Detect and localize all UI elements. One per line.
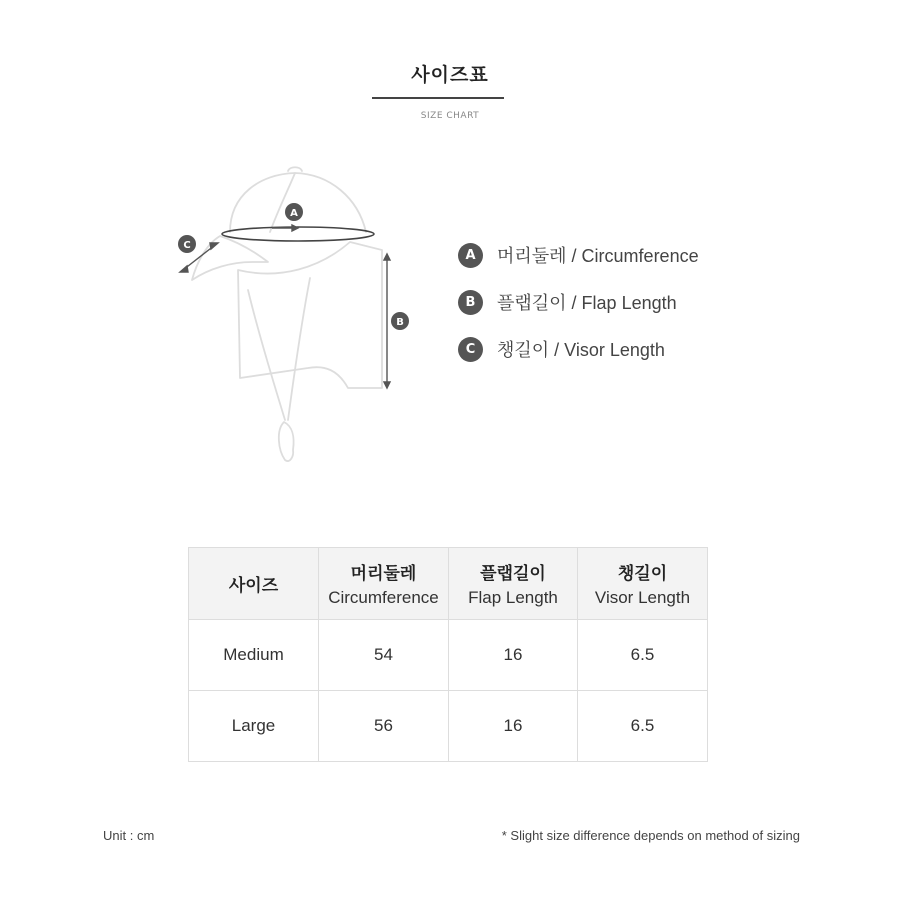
table-row [189, 620, 708, 691]
table-cell: 16 [449, 691, 578, 762]
table-corner-header: 사이즈 [189, 548, 319, 620]
size-label-cell: Large [189, 691, 319, 762]
size-table [188, 547, 708, 762]
measurement-legend [458, 238, 699, 379]
cap-diagram [160, 160, 420, 470]
table-cell: 6.5 [578, 620, 708, 691]
marker-c-label: C [183, 240, 191, 251]
legend-label-visor-length: 챙길이 / Visor Length [497, 340, 665, 360]
table-header-row [189, 548, 708, 620]
column-header-ko: 머리둘레 [350, 564, 417, 583]
column-header-en: Circumference [328, 588, 439, 607]
size-label-cell: Medium [189, 620, 319, 691]
title-divider [372, 97, 504, 99]
legend-label-circumference: 머리둘레 / Circumference [497, 246, 699, 266]
table-cell: 56 [319, 691, 449, 762]
page-title: 사이즈표 [411, 64, 489, 86]
unit-note: Unit : cm [103, 828, 155, 843]
table-cell: 6.5 [578, 691, 708, 762]
column-header-ko: 플랩길이 [480, 564, 546, 583]
column-header-visor-length [578, 548, 708, 620]
table-row [189, 691, 708, 762]
legend-label-flap-length: 플랩길이 / Flap Length [497, 293, 677, 313]
neck-flap [238, 242, 382, 388]
circumference-ellipse [222, 227, 374, 241]
legend-badge-b: B [458, 290, 483, 315]
column-header-circumference [319, 548, 449, 620]
column-header-en: Flap Length [468, 588, 558, 607]
cap-crown [230, 173, 366, 232]
column-header-flap-length [449, 548, 578, 620]
marker-a-label: A [290, 208, 298, 219]
column-header-ko: 챙길이 [617, 564, 668, 583]
cap-button [288, 167, 302, 171]
column-header-en: Visor Length [594, 588, 691, 607]
cap-seam [270, 173, 295, 232]
legend-item-circumference [458, 238, 699, 272]
sizing-disclaimer: * Slight size difference depends on method of sizing [501, 828, 800, 843]
legend-badge-c: C [458, 337, 483, 362]
legend-item-visor-length [458, 332, 699, 366]
legend-item-flap-length [458, 285, 699, 319]
marker-b-label: B [396, 317, 404, 328]
table-cell: 54 [319, 620, 449, 691]
legend-badge-a: A [458, 243, 483, 268]
strap-toggle [279, 422, 294, 461]
page-subtitle: SIZE CHART [420, 111, 480, 121]
chin-strap [248, 278, 310, 420]
table-cell: 16 [449, 620, 578, 691]
